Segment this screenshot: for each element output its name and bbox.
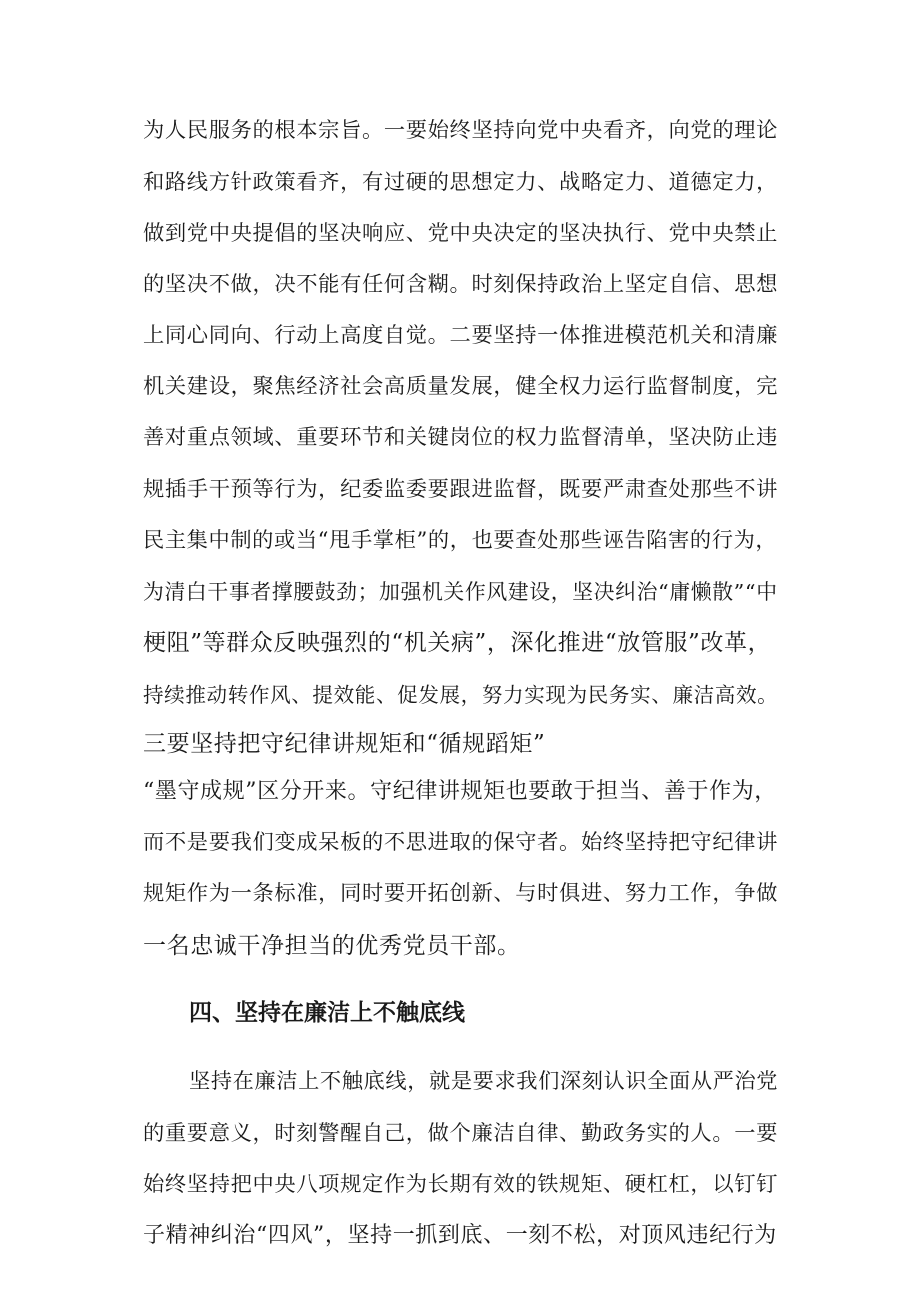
paragraph-line: 坚持在廉洁上不触底线，就是要求我们深刻认识全面从严治党 — [189, 1069, 779, 1094]
paragraph-line: 规矩作为一条标准，同时要开拓创新、与时俱进、努力工作，争做 — [143, 881, 779, 906]
paragraph-line: 上同心同向、行动上高度自觉。二要坚持一体推进模范机关和清廉 — [143, 323, 779, 348]
paragraph-line: 规插手干预等行为，纪委监委要跟进监督，既要严肃查处那些不讲 — [143, 477, 779, 502]
paragraph-line: 做到党中央提倡的坚决响应、党中央决定的坚决执行、党中央禁止 — [143, 221, 779, 246]
paragraph-line: 机关建设，聚焦经济社会高质量发展，健全权力运行监督制度，完 — [143, 374, 779, 399]
paragraph-line: 子精神纠治“四风”，坚持一抓到底、一刻不松，对顶风违纪行为 — [143, 1223, 777, 1248]
paragraph-line: “墨守成规”区分开来。守纪律讲规矩也要敢于担当、善于作为， — [143, 779, 777, 804]
section-heading: 四、坚持在廉洁上不触底线 — [189, 1000, 465, 1026]
paragraph-line: 三要坚持把守纪律讲规矩和“循规蹈矩” — [143, 731, 546, 757]
paragraph-line: 善对重点领域、重要环节和关键岗位的权力监督清单，坚决防止违 — [143, 425, 779, 450]
paragraph-line: 一名忠诚干净担当的优秀党员干部。 — [143, 933, 521, 959]
paragraph-line: 为清白干事者撑腰鼓劲；加强机关作风建设，坚决纠治“庸懒散”“中 — [143, 580, 778, 604]
paragraph-line: 民主集中制的或当“甩手掌柜”的，也要查处那些诬告陷害的行为， — [143, 528, 778, 553]
paragraph-line: 为人民服务的根本宗旨。一要始终坚持向党中央看齐，向党的理论 — [143, 118, 779, 143]
paragraph-line: 的坚决不做，决不能有任何含糊。时刻保持政治上坚定自信、思想 — [143, 272, 779, 297]
paragraph-line: 梗阻”等群众反映强烈的“机关病”，深化推进“放管服”改革， — [143, 630, 772, 656]
paragraph-line: 的重要意义，时刻警醒自己，做个廉洁自律、勤政务实的人。一要 — [143, 1121, 779, 1146]
paragraph-line: 始终坚持把中央八项规定作为长期有效的铁规矩、硬杠杠，以钉钉 — [143, 1172, 779, 1197]
paragraph-line: 和路线方针政策看齐，有过硬的思想定力、战略定力、道德定力， — [143, 170, 779, 195]
paragraph-line: 持续推动转作风、提效能、促发展，努力实现为民务实、廉洁高效。 — [143, 683, 779, 707]
paragraph-line: 而不是要我们变成呆板的不思进取的保守者。始终坚持把守纪律讲 — [143, 830, 779, 855]
